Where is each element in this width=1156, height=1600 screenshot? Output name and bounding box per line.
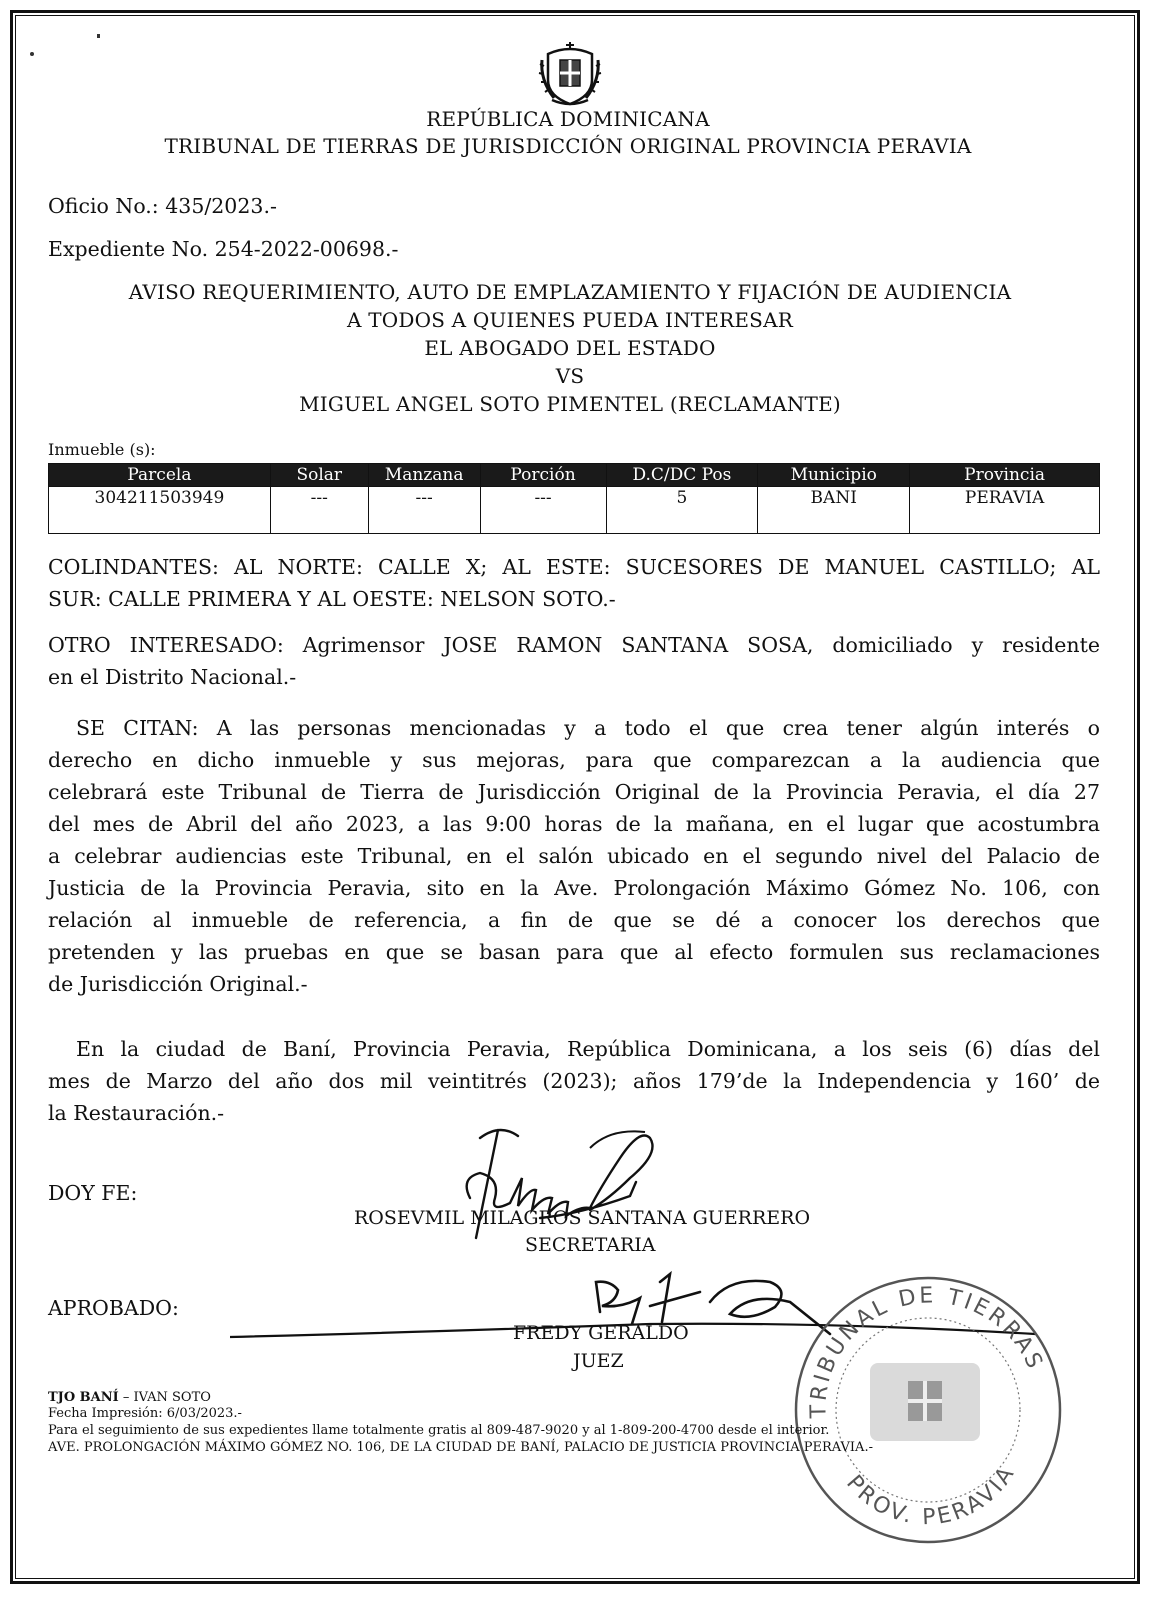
- citation-line: de Jurisdicción Original.-: [48, 972, 308, 996]
- cell-provincia: PERAVIA: [910, 487, 1100, 534]
- citation-line: relación al inmueble de referencia, a fin de que se dé a conocer los derechos que: [48, 908, 1100, 932]
- footer-office-rest: – IVAN SOTO: [118, 1390, 211, 1405]
- secretary-signature: [440, 1118, 680, 1248]
- speck: [30, 52, 34, 56]
- column-header-provincia: Provincia: [910, 464, 1100, 487]
- secretary-name: ROSEVMIL MILAGROS SANTANA GUERRERO: [354, 1207, 811, 1229]
- doy-fe-label: DOY FE:: [48, 1181, 138, 1205]
- closing-line: la Restauración.-: [48, 1101, 225, 1125]
- stamp-text-bottom: PROV. PERAVIA: [841, 1460, 1021, 1531]
- colindantes-line1: COLINDANTES: AL NORTE: CALLE X; AL ESTE: SUCESORES DE MANUEL CASTILLO; AL: [48, 555, 1100, 579]
- notice-title-line1: AVISO REQUERIMIENTO, AUTO DE EMPLAZAMIENTO Y FIJACIÓN DE AUDIENCIA: [128, 280, 1012, 304]
- notice-title-line3: EL ABOGADO DEL ESTADO: [424, 336, 716, 360]
- coat-of-arms-icon: [538, 40, 602, 108]
- citation-line: celebrará este Tribunal de Tierra de Jurisdicción Original de la Provincia Peravia, el día 27: [48, 780, 1100, 804]
- column-header-dc-pos: D.C/DC Pos: [606, 464, 758, 487]
- column-header-manzana: Manzana: [368, 464, 480, 487]
- notice-title-line5: MIGUEL ANGEL SOTO PIMENTEL (RECLAMANTE): [299, 392, 841, 416]
- cell-manzana: ---: [368, 487, 480, 534]
- header-country: REPÚBLICA DOMINICANA: [426, 107, 710, 131]
- footer-phone: Para el seguimiento de sus expedientes llame totalmente gratis al 809-487-9020 y al 1-809-200-4700 desde el interior.: [48, 1423, 830, 1438]
- notice-title-line4: VS: [555, 364, 585, 388]
- property-table-header: [49, 464, 1100, 487]
- stamp-emblem-icon: [870, 1363, 980, 1441]
- citation-line: Justicia de la Provincia Peravia, sito en la Ave. Prolongación Máximo Gómez No. 106, con: [48, 876, 1100, 900]
- notice-title-line2: A TODOS A QUIENES PUEDA INTERESAR: [347, 308, 793, 332]
- table-row: [49, 487, 1100, 534]
- footer-office: [48, 1390, 211, 1406]
- court-seal-stamp: [786, 1268, 1066, 1548]
- citation-line: SE CITAN: A las personas mencionadas y a todo el que crea tener algún interés o: [76, 716, 1100, 740]
- footer-address: AVE. PROLONGACIÓN MÁXIMO GÓMEZ NO. 106, DE LA CIUDAD DE BANÍ, PALACIO DE JUSTICIA PROVINCIA PERAVIA.-: [48, 1440, 873, 1455]
- cell-solar: ---: [270, 487, 368, 534]
- cell-municipio: BANI: [758, 487, 910, 534]
- property-table: [48, 463, 1100, 534]
- citation-line: del mes de Abril del año 2023, a las 9:00 horas de la mañana, en el lugar que acostumbra: [48, 812, 1100, 836]
- citation-line: pretenden y las pruebas en que se basan para que al efecto formulen sus reclamaciones: [48, 940, 1100, 964]
- expediente-number: Expediente No. 254-2022-00698.-: [48, 237, 399, 261]
- column-header-porcion: Porción: [480, 464, 606, 487]
- closing-paragraph: [48, 1033, 1100, 1129]
- otro-interesado-line1: OTRO INTERESADO: Agrimensor JOSE RAMON SANTANA SOSA, domiciliado y residente: [48, 633, 1100, 657]
- footer-office-bold: TJO BANÍ: [48, 1390, 119, 1405]
- header-court: TRIBUNAL DE TIERRAS DE JURISDICCIÓN ORIGINAL PROVINCIA PERAVIA: [164, 134, 972, 158]
- closing-line: En la ciudad de Baní, Provincia Peravia, República Dominicana, a los seis (6) días del: [76, 1037, 1100, 1061]
- closing-line: mes de Marzo del año dos mil veintitrés (2023); años 179’de la Independencia y 160’ de: [48, 1069, 1100, 1093]
- footer-print-date: Fecha Impresión: 6/03/2023.-: [48, 1406, 242, 1421]
- column-header-solar: Solar: [270, 464, 368, 487]
- cell-dc-pos: 5: [606, 487, 758, 534]
- stamp-text-top: TRIBUNAL DE TIERRAS: [806, 1283, 1048, 1419]
- colindantes-line2: SUR: CALLE PRIMERA Y AL OESTE: NELSON SOTO.-: [48, 587, 616, 611]
- citation-paragraph: [48, 712, 1100, 1000]
- speck: [97, 34, 100, 38]
- secretary-title: SECRETARIA: [525, 1234, 656, 1256]
- cell-porcion: ---: [480, 487, 606, 534]
- column-header-parcela: Parcela: [49, 464, 271, 487]
- citation-line: derecho en dicho inmueble y sus mejoras, para que comparezcan a la audiencia que: [48, 748, 1100, 772]
- otro-interesado-line2: en el Distrito Nacional.-: [48, 665, 297, 689]
- property-label: Inmueble (s):: [48, 440, 156, 459]
- judge-name: FREDY GERALDO: [513, 1322, 689, 1344]
- judge-title: JUEZ: [573, 1350, 624, 1372]
- cell-parcela: 304211503949: [49, 487, 271, 534]
- aprobado-label: APROBADO:: [48, 1296, 179, 1320]
- column-header-municipio: Municipio: [758, 464, 910, 487]
- oficio-number: Oficio No.: 435/2023.-: [48, 194, 277, 218]
- citation-line: a celebrar audiencias este Tribunal, en el salón ubicado en el segundo nivel del Palacio de: [48, 844, 1100, 868]
